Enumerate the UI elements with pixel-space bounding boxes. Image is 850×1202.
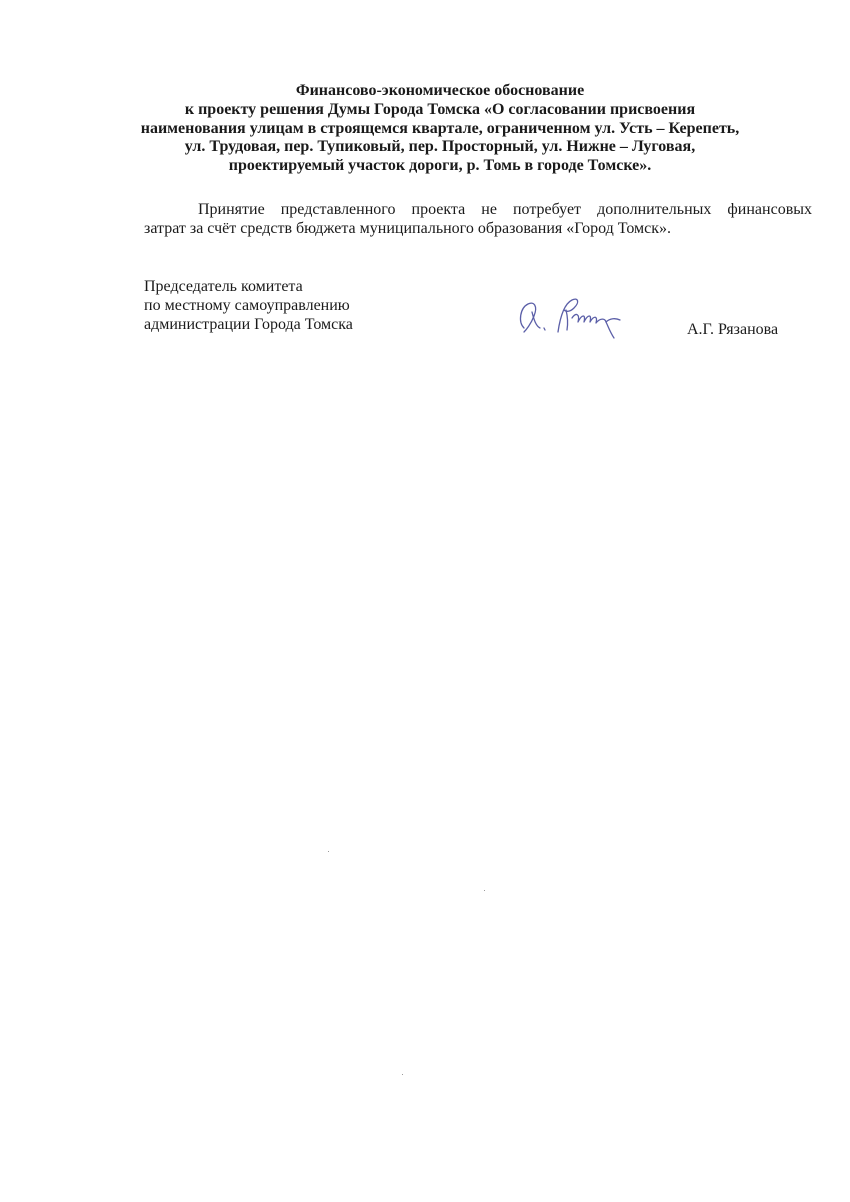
scan-speck [328, 851, 329, 852]
document-title [100, 82, 780, 176]
signatory-line: Председатель комитета [144, 278, 303, 295]
title-line: к проекту решения Думы Города Томска «О согласовании присвоения [184, 100, 696, 118]
scan-speck [402, 1074, 403, 1075]
signatory-line: по местному самоуправлению [144, 297, 350, 314]
handwritten-signature [510, 288, 630, 350]
signatory-name: А.Г. Рязанова [687, 321, 779, 338]
body-line: затрат за счёт средств бюджета муниципального образования «Город Томск». [144, 220, 672, 237]
title-line: ул. Трудовая, пер. Тупиковый, пер. Просторный, ул. Нижне – Луговая, [184, 138, 696, 156]
signatory-position [144, 277, 353, 334]
title-line: Финансово-экономическое обоснование [295, 82, 585, 99]
body-paragraph [144, 200, 812, 238]
body-line: Принятие представленного проекта не потребует дополнительных финансовых [198, 201, 812, 218]
title-line: наименования улицам в строящемся квартале, ограниченном ул. Усть – Керепеть, [140, 119, 740, 137]
title-line: проектируемый участок дороги, р. Томь в городе Томске». [228, 157, 652, 175]
scan-speck [484, 890, 485, 891]
signatory-line: администрации Города Томска [144, 316, 353, 333]
